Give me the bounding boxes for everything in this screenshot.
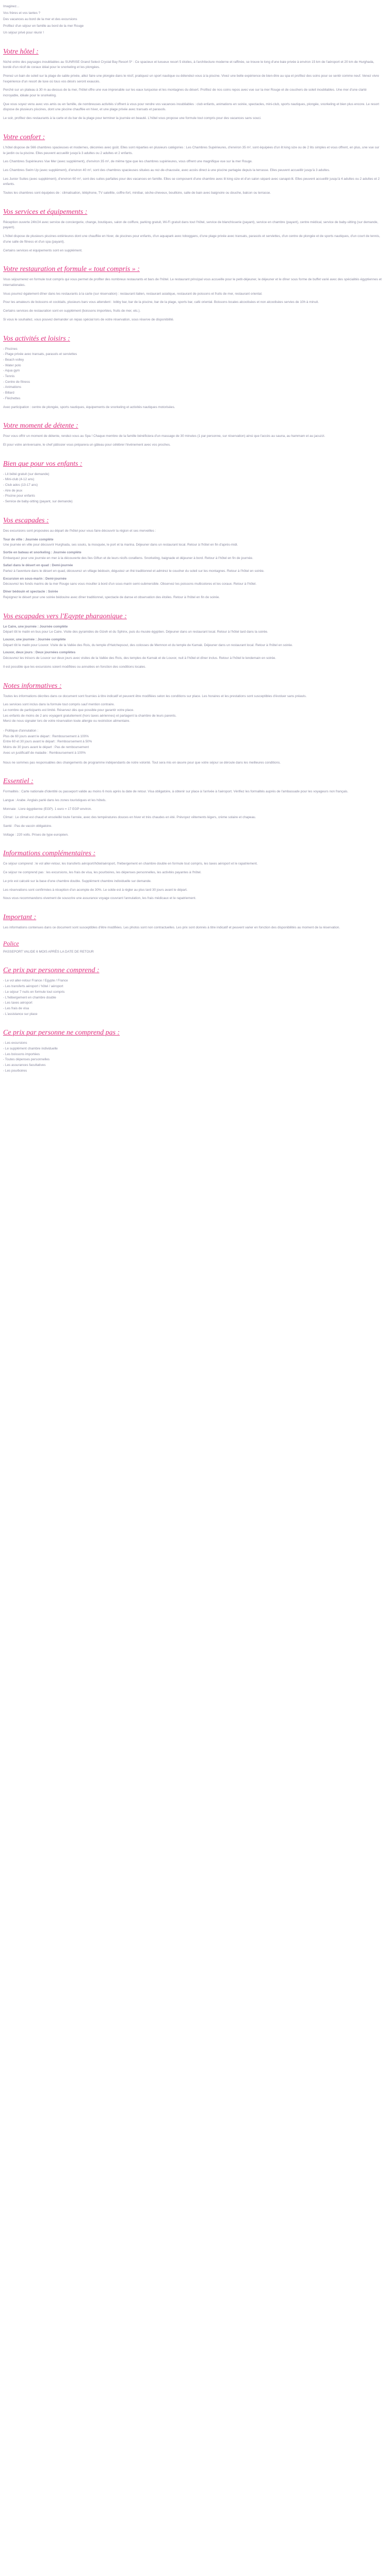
list-item: - Mini-club (4-12 ans)	[3, 478, 35, 482]
excursion-title: Tour de ville : Journée complète	[3, 537, 54, 541]
info-paragraph: Avec un justificatif de maladie : Remboursement à 100%	[3, 751, 86, 755]
list-item: - Aire de jeux	[3, 488, 23, 493]
price-excludes-heading: Ce prix par personne ne comprend pas :	[3, 1029, 120, 1037]
egypt-note: Il est possible que les excursions soient modifiées ou annulées en fonction des conditions locales.	[3, 665, 146, 669]
excursions-heading: Vos escapades :	[3, 516, 49, 524]
intro-line: Vos frères et vos tantes ?	[3, 11, 41, 15]
dining-paragraph: Pour les amateurs de boissons et cocktails, plusieurs bars vous attendent : lobby bar, bar de la piscine, bar de la plage, sports bar, café oriental. Boissons locales alcoolisées et non alcoolisées servies de 10h à minuit.	[3, 300, 319, 304]
price-excludes-section	[3, 1028, 382, 1074]
dining-paragraph: Certains services de restauration sont en supplément (boissons importées, fruits de mer, etc.).	[3, 309, 141, 313]
police-section	[3, 939, 382, 955]
info-paragraph: Les services sont inclus dans la formule tout compris sauf mention contraire.	[3, 703, 115, 707]
price-excludes-list	[3, 1041, 382, 1074]
list-item: - Les assurances facultatives	[3, 1063, 46, 1067]
hotel-paragraph: Le soir, profitez des restaurants à la carte et du bar de la plage pour terminer la journée en beauté. L'hôtel vous propose une formule tout compris pour des vacances sans souci.	[3, 116, 262, 121]
excursion-item	[3, 563, 382, 574]
egypt-heading: Vos escapades vers l'Egypte pharaonique :	[3, 612, 127, 620]
more-paragraph: Le prix est calculé sur la base d'une chambre double. Supplément chambre individuelle sur demande.	[3, 879, 152, 883]
list-item: - Fléchettes	[3, 396, 21, 400]
essential-paragraph: Monnaie : Livre égyptienne (EGP). 1 euro = 17 EGP environ.	[3, 807, 92, 811]
list-item: - Le supplément chambre individuelle	[3, 1047, 58, 1051]
info-paragraph: Toutes les informations décrites dans ce document sont fournies à titre indicatif et peuvent être modifiées selon les conditions sur place. Les horaires et les prestations sont susceptibles d'évoluer sans préavis.	[3, 694, 307, 698]
list-item: - Toutes dépenses personnelles	[3, 1058, 50, 1062]
price-includes-section	[3, 966, 382, 1017]
celebration-paragraph: Pour vous offrir un moment de détente, rendez-vous au Spa ! Chaque membre de la famille bénéficiera d'un massage de 30 minutes (1 par personne, sur réservation) ainsi que l'accès au sauna, au hammam et au jacuzzi.	[3, 434, 325, 438]
list-item: - Aqua gym	[3, 369, 20, 373]
list-item: - Les frais de visa	[3, 1006, 29, 1010]
list-item: - Service de baby-sitting (payant, sur demande)	[3, 500, 73, 504]
excursion-item	[3, 624, 382, 635]
activities-note: Avec participation : centre de plongée, sports nautiques, équipements de snorkeling et activités nautiques motorisées.	[3, 405, 175, 409]
services-paragraph: Certains services et équipements sont en supplément.	[3, 248, 83, 252]
excursion-title: Dîner bédouin et spectacle : Soirée	[3, 590, 58, 594]
list-item: - Tennis	[3, 375, 15, 379]
excursion-text: Embarquez pour une journée en mer à la découverte des îles Giftun et de leurs récifs coralliens. Snorkeling, baignade et déjeuner à bord. Retour à l'hôtel en fin de journée.	[3, 556, 253, 560]
excursion-text: Partez à l'aventure dans le désert en quad, découvrez un village bédouin, dégustez un thé traditionnel et admirez le coucher du soleil sur les montagnes. Retour à l'hôtel en soirée.	[3, 569, 265, 573]
essential-paragraph: Voltage : 220 volts. Prises de type européen.	[3, 833, 69, 837]
excursion-item	[3, 589, 382, 600]
hotel-section	[3, 47, 382, 122]
hotel-paragraph: Niché entre des paysages inoubliables au SUNRISE Grand Select Crystal Bay Resort 5* : Ce spacieux et luxueux resort 5 étoiles, à l'architecture moderne et raffinée, se trouve le long d'une baie privée à environ 15 km de l'aéroport et 20 km de Hurghada, bordé d'un récif de coraux idéal pour le snorkeling et les plongées.	[3, 60, 374, 70]
included-section	[3, 460, 382, 505]
info-section	[3, 682, 382, 766]
hotel-heading: Votre hôtel :	[3, 47, 39, 56]
list-item: - Animations	[3, 385, 22, 389]
intro-line: Un séjour privé pour réunir !	[3, 30, 44, 35]
info-paragraph: Le nombre de participants est limité. Réservez dès que possible pour garantir votre place.	[3, 708, 134, 712]
list-item: - Club ados (13-17 ans)	[3, 483, 38, 487]
excursion-text: Départ tôt le matin en bus pour Le Caire. Visite des pyramides de Gizeh et du Sphinx, puis du musée égyptien. Déjeuner dans un restaurant local. Retour à l'hôtel tard dans la soirée.	[3, 630, 268, 634]
activities-section	[3, 334, 382, 411]
services-section	[3, 208, 382, 254]
excursion-text: Découvrez les trésors de Louxor sur deux jours avec visites de la Vallée des Rois, des temples de Karnak et de Louxor, nuit à l'hôtel et dîner inclus. Retour à l'hôtel le lendemain en soirée.	[3, 656, 276, 660]
excursion-text: Découvrez les fonds marins de la mer Rouge sans vous mouiller à bord d'un sous-marin semi-submersible. Observez les poissons multicolores et les coraux. Retour à l'hôtel.	[3, 582, 257, 586]
list-item: - Water polo	[3, 363, 21, 367]
rooms-paragraph: L'hôtel dispose de 566 chambres spacieuses et modernes, décorées avec goût. Elles sont réparties en plusieurs catégories : Les Chambres Supérieures, d'environ 35 m², sont équipées d'un lit king size ou de 2 lits simples et vous offrent, en plus, une vue sur le jardin ou la piscine. Elles peuvent accueillir jusqu'à 3 adultes ou 2 adultes et 2 enfants.	[3, 145, 380, 155]
list-item: - L'assistance sur place	[3, 1012, 38, 1016]
excursion-text: Départ tôt le matin pour Louxor. Visite de la Vallée des Rois, du temple d'Hatchepsout, des colosses de Memnon et du temple de Karnak. Déjeuner dans un restaurant local. Retour à l'hôtel en soirée.	[3, 643, 293, 647]
essential-heading: Essentiel :	[3, 777, 34, 786]
excursions-intro: Des excursions sont proposées au départ de l'hôtel pour vous faire découvrir la région et ses merveilles :	[3, 529, 156, 533]
rooms-heading: Votre confort :	[3, 133, 45, 141]
list-item: - Billard	[3, 391, 14, 395]
included-list	[3, 472, 382, 505]
excursion-text: Rejoignez le désert pour une soirée bédouine avec dîner traditionnel, spectacle de danse et observation des étoiles. Retour à l'hôtel en fin de soirée.	[3, 595, 220, 599]
dining-paragraph: Vous pourrez également dîner dans les restaurants à la carte (sur réservation) : restaurant italien, restaurant asiatique, restaurant de poissons et fruits de mer, restaurant oriental.	[3, 292, 263, 296]
list-item: - Les excursions	[3, 1041, 27, 1045]
included-heading: Bien que pour vos enfants :	[3, 460, 83, 468]
services-paragraph: Réception ouverte 24h/24 avec service de conciergerie, change, boutiques, salon de coiffure, parking gratuit, Wi-Fi gratuit dans tout l'hôtel, service de blanchisserie (payant), service en chambre (payant), centre médical, service de baby-sitting (sur demande, payant).	[3, 220, 379, 230]
info-paragraph: Moins de 30 jours avant le départ : Pas de remboursement	[3, 745, 89, 750]
egypt-section	[3, 612, 382, 670]
excursion-title: Safari dans le désert en quad : Demi-journée	[3, 564, 73, 568]
list-item: - Lit bébé gratuit (sur demande)	[3, 472, 50, 476]
list-item: - Beach volley	[3, 358, 24, 362]
more-section	[3, 849, 382, 902]
celebration-heading: Votre moment de détente :	[3, 422, 78, 430]
excursion-title: Excursion en sous-marin : Demi-journée	[3, 577, 67, 581]
info-paragraph: Les enfants de moins de 2 ans voyagent gratuitement (hors taxes aériennes) et partagent la chambre de leurs parents.	[3, 714, 177, 718]
excursion-item	[3, 650, 382, 661]
excursion-item	[3, 637, 382, 648]
celebration-paragraph: Et pour votre anniversaire, le chef pâtissier vous préparera un gâteau pour célébrer l'événement avec vos proches.	[3, 443, 171, 447]
activities-heading: Vos activités et loisirs :	[3, 334, 70, 343]
rooms-paragraph: Les Chambres Swim Up (avec supplément), d'environ 40 m², sont des chambres spacieuses situées au rez-de-chaussée, avec accès direct à une piscine partagée depuis la terrasse. Elles peuvent accueillir jusqu'à 3 adultes.	[3, 168, 330, 172]
dining-heading: Votre restauration et formule « tout compris » :	[3, 265, 140, 274]
list-item: - Centre de fitness	[3, 380, 30, 384]
list-item: - Plage privée avec transats, parasols et serviettes	[3, 352, 77, 357]
police-heading: Police	[3, 939, 19, 947]
rooms-paragraph: Les Chambres Supérieures Vue Mer (avec supplément), d'environ 35 m², de même type que les chambres supérieures, vous offrent une magnifique vue sur la mer Rouge.	[3, 160, 253, 164]
info-heading: Notes informatives :	[3, 682, 62, 690]
more-paragraph: Ce séjour ne comprend pas : les excursions, les frais de visa, les pourboires, les dépenses personnelles, les activités payantes à l'hôtel.	[3, 871, 202, 875]
info-paragraph: Plus de 60 jours avant le départ : Remboursement à 100%	[3, 734, 89, 738]
more-paragraph: Ce séjour comprend : le vol aller-retour, les transferts aéroport/hôtel/aéroport, l'hébergement en chambre double en formule tout compris, les taxes aéroport et le rapatriement.	[3, 862, 258, 866]
excursion-item	[3, 577, 382, 587]
excursion-item	[3, 550, 382, 561]
excursion-title: Louxor, deux jours : Deux journées complètes	[3, 651, 76, 655]
important-paragraph: Les informations contenues dans ce document sont susceptibles d'être modifiées. Les photos sont non contractuelles. Les prix sont donnés à titre indicatif et peuvent varier en fonction des disponibilités au moment de la réservation.	[3, 925, 340, 929]
excursions-section	[3, 516, 382, 601]
list-item: - Le séjour 7 nuits en formule tout compris	[3, 990, 65, 994]
price-includes-list	[3, 978, 382, 1017]
excursion-title: Louxor, une journée : Journée complète	[3, 638, 66, 641]
dining-paragraph: Vous séjournerez en formule tout compris qui vous permet de profiter des nombreux restaurants et bars de l'hôtel. Le restaurant principal vous accueille pour le petit-déjeuner, le déjeuner et le dîner sous forme de buffet varié avec des spécialités égyptiennes et internationales.	[3, 278, 382, 287]
more-paragraph: Nous vous recommandons vivement de souscrire une assurance voyage couvrant l'annulation, les frais médicaux et le rapatriement.	[3, 896, 197, 901]
essential-paragraph: Formalités : Carte nationale d'identité ou passeport valide au moins 6 mois après la date de retour. Visa obligatoire, à obtenir sur place à l'arrivée à l'aéroport. Vérifiez les formalités auprès de l'ambassade pour les voyageurs non français.	[3, 790, 349, 794]
essential-paragraph: Climat : Le climat est chaud et ensoleillé toute l'année, avec des températures douces en hiver et très chaudes en été. Prévoyez vêtements légers, crème solaire et chapeau.	[3, 816, 256, 820]
info-closing: Nous ne sommes pas responsables des changements de programme indépendants de notre volonté. Tout sera mis en œuvre pour que votre séjour se déroule dans les meilleures conditions.	[3, 760, 281, 765]
list-item: - L'hébergement en chambre double	[3, 995, 56, 999]
intro-line: Profitez d'un séjour en famille au bord de la mer Rouge	[3, 24, 84, 28]
activities-list	[3, 347, 382, 402]
rooms-paragraph: Toutes les chambres sont équipées de : climatisation, téléphone, TV satellite, coffre-fort, minibar, sèche-cheveux, bouilloire, salle de bain avec baignoire ou douche, balcon ou terrasse.	[3, 191, 271, 195]
info-paragraph: - Politique d'annulation :	[3, 729, 39, 733]
intro-line: Imaginez...	[3, 5, 20, 8]
list-item: - Les pourboires	[3, 1069, 27, 1073]
list-item: - Piscines	[3, 347, 18, 351]
list-item: - Piscine pour enfants	[3, 494, 35, 498]
excursion-text: Une journée en ville pour découvrir Hurghada, ses souks, la mosquée, le port et la marina. Déjeuner dans un restaurant local. Retour à l'hôtel en fin d'après-midi.	[3, 543, 238, 547]
more-paragraph: Les réservations sont confirmées à réception d'un acompte de 30%. Le solde est à régler au plus tard 30 jours avant le départ.	[3, 888, 188, 892]
celebration-section	[3, 421, 382, 448]
essential-paragraph: Langue : Arabe. Anglais parlé dans les zones touristiques et les hôtels.	[3, 798, 107, 802]
excursion-title: Le Caire, une journée : Journée complète	[3, 624, 68, 629]
services-paragraph: L'hôtel dispose de plusieurs piscines extérieures dont une chauffée en hiver, de piscines pour enfants, d'un aquapark avec toboggans, d'une plage privée avec transats, parasols et serviettes, d'un centre de plongée et de sports nautiques, d'un court de tennis, d'une salle de fitness et d'un spa (payant).	[3, 234, 380, 244]
list-item: - Les transferts aéroport / hôtel / aéroport	[3, 985, 63, 989]
dining-paragraph: Si vous le souhaitez, vous pouvez demander un repas spécial lors de votre réservation, sous réserve de disponibilité.	[3, 317, 174, 321]
info-paragraph: Entre 60 et 30 jours avant le départ : Remboursement à 50%	[3, 740, 92, 744]
hotel-paragraph: Prenez un bain de soleil sur la plage de sable privée, allez faire une plongée dans le récif, pratiquez un sport nautique ou détendez-vous à la piscine. Vivez une belle expérience de bien-être au spa et profitez des soins pour se sentir comme neuf. Venez vivre l'expérience d'un resort de luxe où tous vos désirs seront exaucés.	[3, 74, 379, 83]
rooms-section	[3, 133, 382, 196]
info-paragraph: Merci de nous signaler lors de votre réservation toute allergie ou restriction alimentaire.	[3, 719, 131, 723]
hotel-paragraph: Que vous soyez venu avec vos amis ou en famille, de nombreuses activités s'offrent à vous pour rendre vos vacances inoubliables : club enfants, animations en soirée, spectacles, mini-club, sports nautiques, plongée, snorkeling et bien plus encore. Le resort dispose de plusieurs piscines, dont une piscine chauffée en hiver, et une plage privée avec transats et parasols.	[3, 102, 379, 112]
excursion-title: Sortie en bateau et snorkeling : Journée complète	[3, 550, 82, 554]
important-section	[3, 913, 382, 931]
essential-paragraph: Santé : Pas de vaccin obligatoire.	[3, 824, 52, 828]
page	[0, 0, 385, 1087]
essential-section	[3, 777, 382, 838]
list-item: - Le vol aller-retour France / Egypte / France	[3, 979, 68, 983]
hotel-paragraph: Perché sur un plateau à 30 m au-dessus de la mer, l'hôtel offre une vue imprenable sur les eaux turquoise et les montagnes du désert. Profitez de nos coins repos avec vue sur la mer Rouge et de couchers de soleil inoubliables. Une mer d'une clarté incroyable, idéale pour le snorkeling.	[3, 88, 367, 98]
list-item: - Les boissons importées	[3, 1052, 40, 1056]
price-includes-heading: Ce prix par personne comprend :	[3, 967, 100, 975]
important-heading: Important :	[3, 913, 37, 921]
intro-block	[3, 4, 382, 36]
services-heading: Vos services et équipements :	[3, 208, 88, 216]
intro-line: Des vacances au bord de la mer et des excursions	[3, 18, 77, 22]
rooms-paragraph: Les Junior Suites (avec supplément), d'environ 60 m², sont des suites parfaites pour des vacances en famille. Elles se composent d'une chambre avec lit king size et d'un salon séparé avec canapé-lit. Elles peuvent accueillir jusqu'à 4 adultes ou 2 adultes et 2 enfants.	[3, 177, 380, 187]
police-text: PASSEPORT VALIDE 6 MOIS APRÈS LA DATE DE RETOUR	[3, 950, 94, 954]
dining-section	[3, 265, 382, 323]
more-heading: Informations complémentaires :	[3, 850, 96, 858]
excursion-item	[3, 537, 382, 548]
list-item: - Les taxes aéroport	[3, 1001, 32, 1005]
